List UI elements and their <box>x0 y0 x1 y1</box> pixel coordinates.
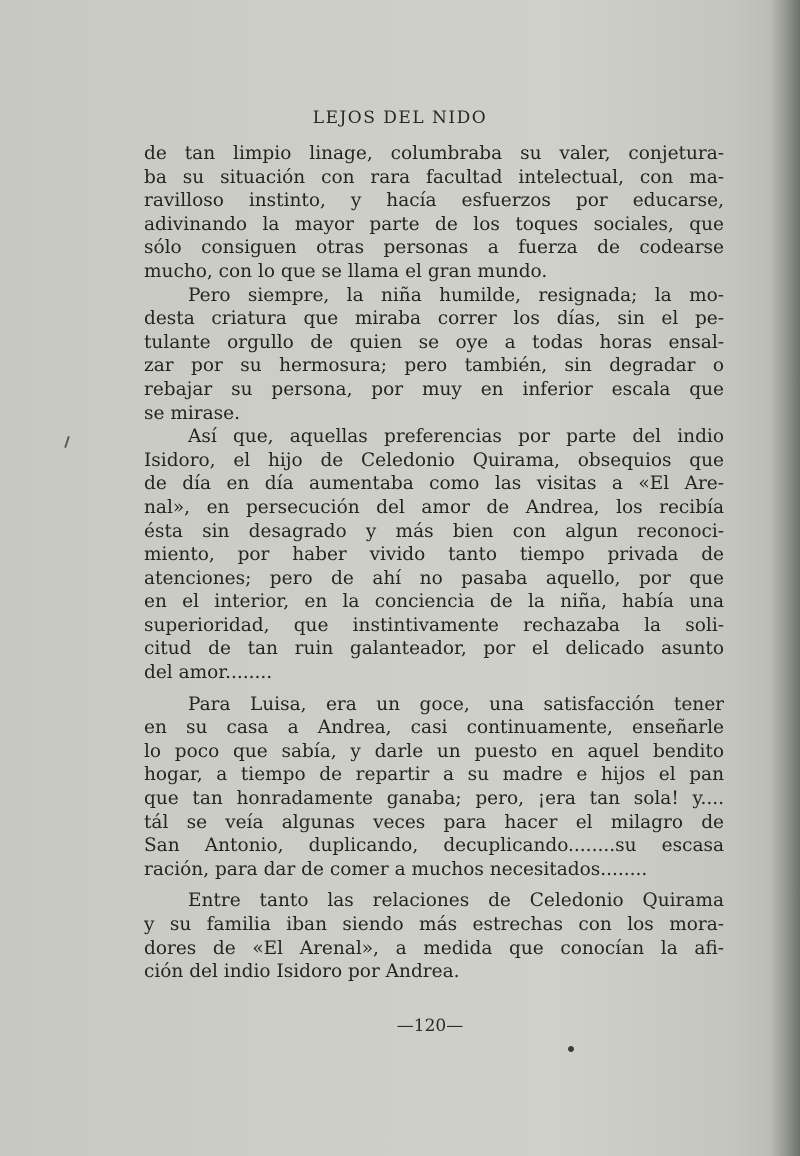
text-line: de tan limpio linage, columbraba su valer, conjetura- <box>144 143 724 164</box>
text-line: citud de tan ruin galanteador, por el delicado asunto <box>144 638 724 660</box>
paragraph-gap <box>144 881 724 889</box>
text-line: sólo consiguen otras personas a fuerza de codearse <box>144 237 724 259</box>
page-number: —120— <box>396 1016 464 1036</box>
page-edge-shadow <box>770 0 800 1156</box>
text-line: nal», en persecución del amor de Andrea, los recibía <box>144 496 724 518</box>
paragraph <box>144 425 724 685</box>
text-line: miento, por haber vivido tanto tiempo privada de <box>144 544 724 566</box>
text-line: de día en día aumentaba como las visitas a «El Are- <box>144 473 724 495</box>
paragraph-gap <box>144 685 724 693</box>
text-line: ración, para dar de comer a muchos necesitados........ <box>144 858 648 880</box>
paragraph <box>144 693 724 882</box>
text-line: superioridad, que instintivamente rechazaba la soli- <box>144 614 724 636</box>
text-line: en su casa a Andrea, casi continuamente, enseñarle <box>144 717 724 739</box>
text-line: Entre tanto las relaciones de Celedonio Quirama <box>188 890 724 912</box>
text-line: Isidoro, el hijo de Celedonio Quirama, obsequios que <box>144 449 724 471</box>
running-head: LEJOS DEL NIDO <box>312 108 488 128</box>
text-line: atenciones; pero de ahí no pasaba aquello, por que <box>144 567 724 589</box>
text-line: y su familia iban siendo más estrechas con los mora- <box>144 914 724 935</box>
text-line: San Antonio, duplicando, decuplicando........su escasa <box>144 835 724 857</box>
text-line: ésta sin desagrado y más bien con algun reconoci- <box>144 520 724 542</box>
text-line: desta criatura que miraba correr los días, sin el pe- <box>144 308 724 330</box>
text-line: dores de «El Arenal», a medida que conocían la afi- <box>144 937 724 959</box>
body-text <box>144 142 724 984</box>
text-line: mucho, con lo que se llama el gran mundo. <box>144 260 548 282</box>
text-line: rebajar su persona, por muy en inferior escala que <box>144 378 724 400</box>
text-line: ravilloso instinto, y hacía esfuerzos por educarse, <box>144 190 724 212</box>
text-line: zar por su hermosura; pero también, sin degradar o <box>144 355 724 377</box>
text-line: Pero siempre, la niña humilde, resignada; la mo- <box>188 284 724 306</box>
text-line: adivinando la mayor parte de los toques sociales, que <box>144 213 724 235</box>
text-line: Para Luisa, era un goce, una satisfacción tener <box>188 693 724 715</box>
text-line: ción del indio Isidoro por Andrea. <box>144 961 460 983</box>
text-line: tál se veía algunas veces para hacer el milagro de <box>144 811 724 833</box>
text-line: que tan honradamente ganaba; pero, ¡era tan sola! y.... <box>144 788 724 810</box>
paragraph <box>144 284 724 426</box>
margin-mark <box>64 436 70 448</box>
text-line: Así que, aquellas preferencias por parte del indio <box>188 426 724 448</box>
ink-speck <box>568 1046 574 1052</box>
text-line: del amor........ <box>144 662 273 684</box>
text-line: se mirase. <box>144 402 240 424</box>
text-line: hogar, a tiempo de repartir a su madre e hijos el pan <box>144 764 724 786</box>
text-line: tulante orgullo de quien se oye a todas horas ensal- <box>144 331 724 353</box>
text-line: en el interior, en la conciencia de la niña, había una <box>144 591 724 613</box>
text-line: ba su situación con rara facultad intelectual, con ma- <box>144 166 724 188</box>
paragraph <box>144 142 724 284</box>
text-line: lo poco que sabía, y darle un puesto en aquel bendito <box>144 740 724 762</box>
paragraph <box>144 889 724 983</box>
